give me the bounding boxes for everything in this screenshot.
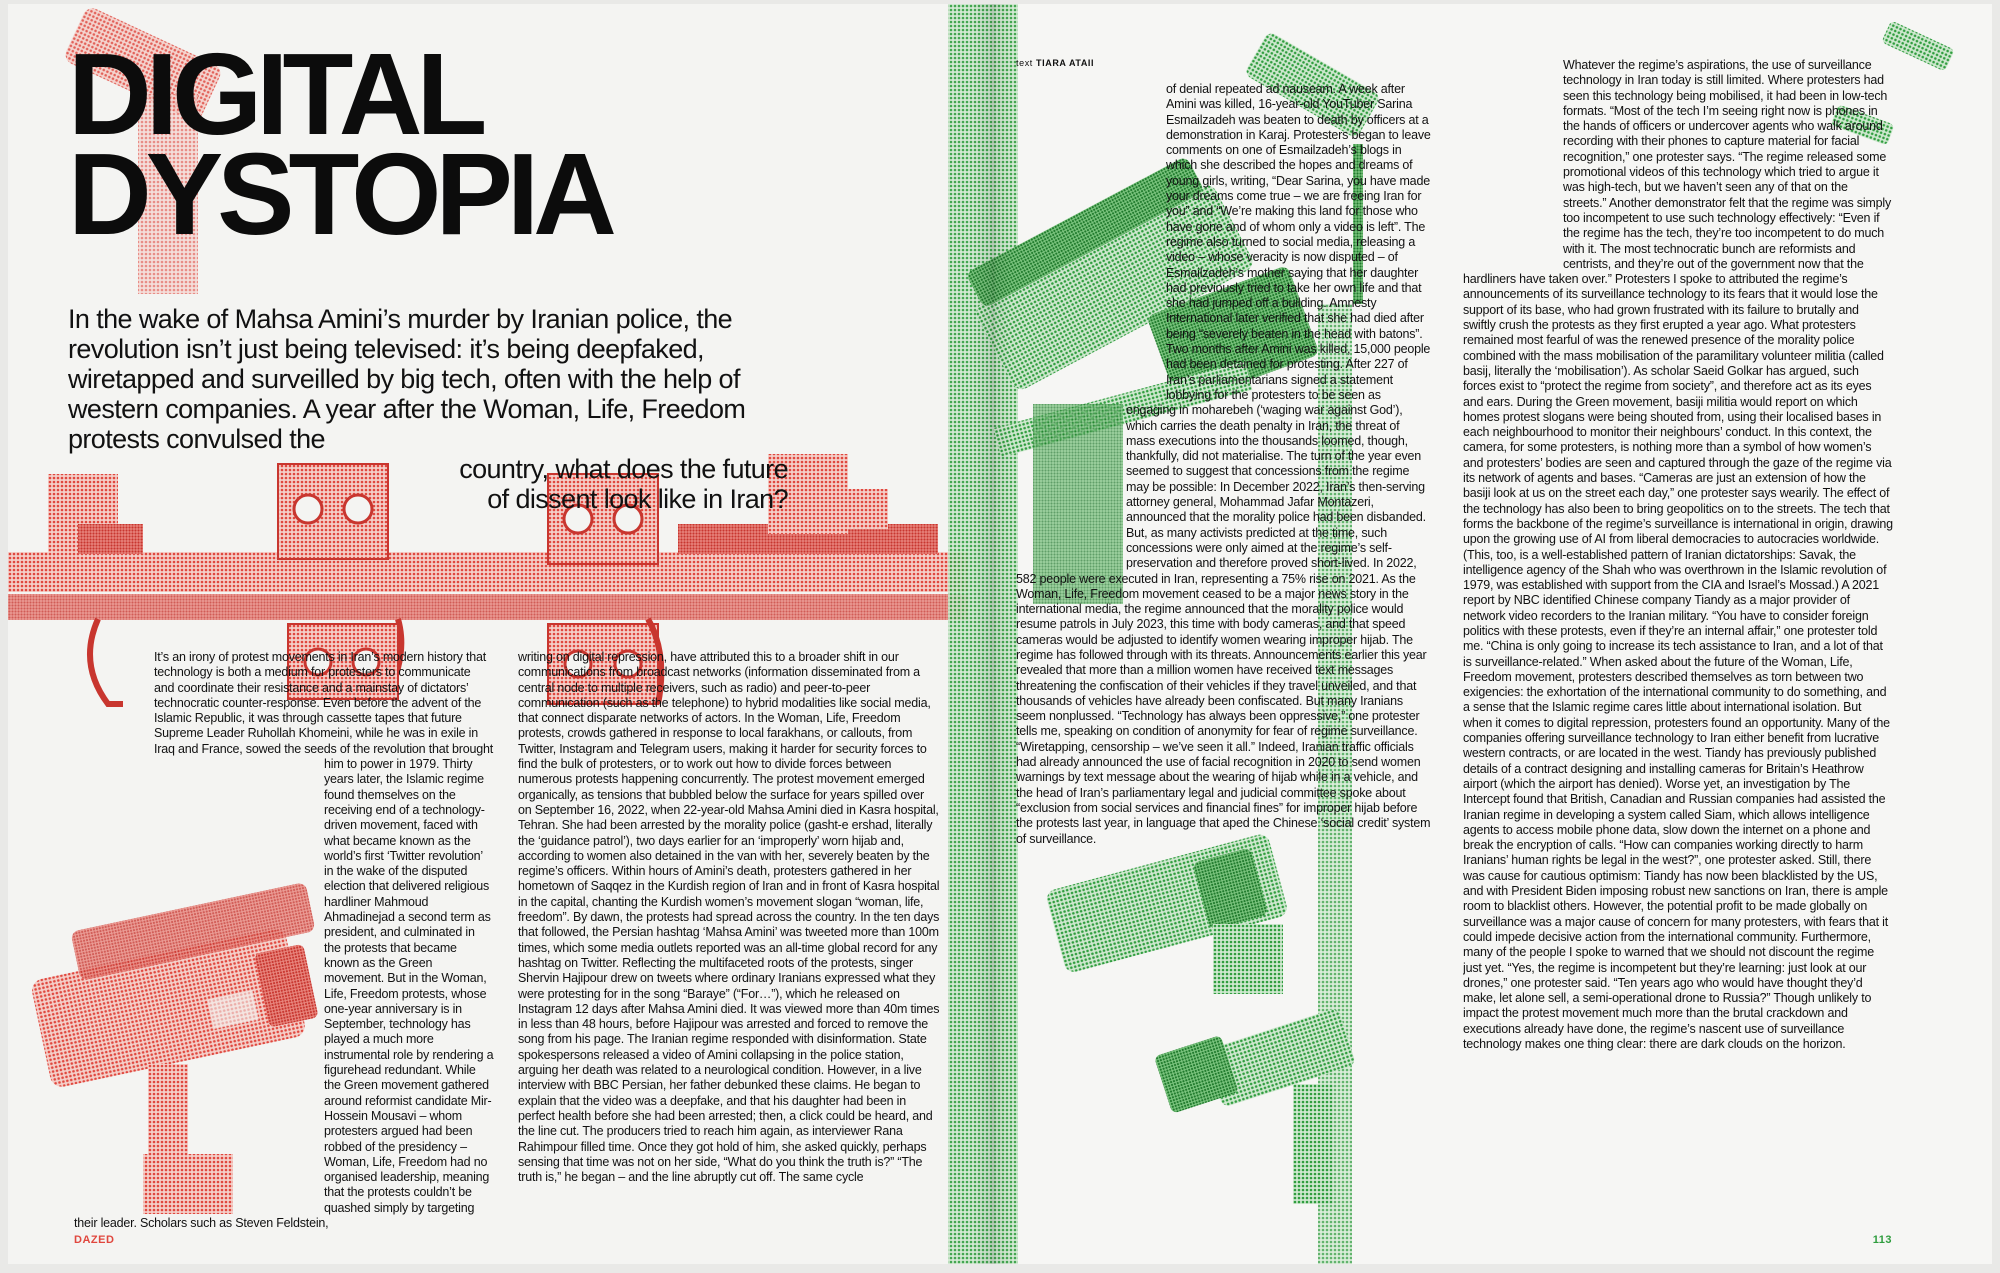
headline-line1: DIGITAL (68, 29, 482, 159)
headline (68, 29, 611, 259)
body-column-1-text: It’s an irony of protest movements in Iran’s modern history that technology is both a medium for protesters to communicate and coordinate their resistance and a mainstay of dictators’ technocratic counter-response. Even before the advent of the Islamic Republic, it was through cassette tapes that future Supreme Leader Ruhollah Khomeini, while he was in exile in Iraq and France, sowed the seeds of the revolution that brought him to power in 1979. Thirty years later, the Islamic regime found themselves on the receiving end of a technology-driven movement, faced with what became known as the world’s first ‘Twitter revolution’ in the wake of the disputed election that delivered religious hardliner Mahmoud Ahmadinejad a second term as president, and culminated in the protests that became known as the Green movement. But in the Woman, Life, Freedom protests, whose one-year anniversary is in September, technology has played a much more instrumental role by rendering a figurehead redundant. While the Green movement gathered around reformist candidate Mir-Hossein Mousavi – whom protesters argued had been robbed of the presidency – Woman, Life, Freedom had no organised leadership, meaning that the protests couldn’t be quashed simply by targeting their leader. Scholars such as Steven Feldstein, (74, 650, 494, 1230)
left-page (8, 4, 993, 1264)
body-column-4-text: Whatever the regime’s aspirations, the use of surveillance technology in Iran today is still limited. Where protesters had seen this technology being mobilised, it had been in low-tech formats. “Most of the tech I’m seeing right now is phones in the hands of officers or undercover agents who walk around recording with their phones to capture material for facial recognition,” one protester says. “The regime released some promotional videos of this technology which tried to argue it was high-tech, but we haven’t seen any of that on the streets.” Another demonstrator felt that the regime was simply too incompetent to use such technology effectively: “Even if the regime has the tech, they’re too incompetent to do much with it. The most technocratic bunch are reformists and centrists, and they’re out of the government now that the hardliners have taken over.” Protesters I spoke to attributed the regime’s announcements of its surveillance technology to its fears that it would lose the support of its base, who had grown frustrated with its failure to brutally and swiftly crush the protests as they first erupted a year ago. What protesters remained most fearful of was the renewed presence of the morality police combined with the mass mobilisation of the paramilitary volunteer militia (called basij, literally the ‘mobilisation’). As scholar Saeid Golkar has argued, such forces exist to “protect the regime from society”, and therefore act as its eyes and ears. During the Green movement, basiji militia would report on which homes protest slogans were being shouted from, using their localised bases in each neighbourhood to monitor their neighbours’ conduct. In this context, the camera, for some protesters, is nothing more than a symbol of how women’s and protesters’ bodies are seen and captured through the gaze of the regime via its network of agents and bases. “Cameras are just an extension of how the basiji look at us on the street each day,” one protester says wearily. The effect of the technology has also been to bring geopolitics on to the streets. The tech that forms the backbone of the regime’s surveillance is international in origin, drawing upon the growing use of AI from liberal democracies to autocracies worldwide. (This, too, is a well-established pattern of Iranian dictatorships: Savak, the intelligence agency of the Shah who was overthrown in the Islamic revolution of 1979, was established with support from the CIA and Israel’s Mossad.) A 2021 report by NBC identified Chinese company Tiandy as a major provider of network video recorders to the Iranian military. “You have to consider foreign politics with these protests, even if they’re an internal affair,” one protester told me. “China is only going to increase its tech assistance to Iran, and a lot of that is surveillance-related.” When asked about the future of the Woman, Life, Freedom movement, protesters described themselves as torn between two exigencies: the exhortation of the international community to do something, and a sense that the Islamic regime cares little about international isolation. But when it comes to digital repression, protesters found an opportunity. Many of the companies offering surveillance technology to Iran either benefit from lucrative western contracts, or are located in the west. Tiandy has previously published details of a contract designing and installing cameras for Britain’s Heathrow airport (which the airport has denied). Worse yet, an investigation by The Intercept found that British, Canadian and Russian companies had assisted the Iranian regime in developing a system called Siam, which allows intelligence agents to access mobile phone data, slow down the internet on a phone and break the encryption of calls. “How can companies working directly to harm Iranians’ human rights be legal in the west?”, one protester asked. Still, there was cause for cautious optimism: Tiandy has now been blacklisted by the US, and with President Biden imposing robust new sanctions on Iran, there is ample room to blacklist others. However, the potential profit to be made globally on surveillance was a major cause of concern for many protesters, with fears that it could impede decisive action from the international community. Furthermore, many of the people I spoke to warned that we should not discount the regime just yet. “Yes, the regime is incompetent but they’re learning: just look at our drones,” one protester said. “Ten years ago who would have thought they’d make, let alone sell, a semi-operational drone to Russia?” Though unlikely to impact the protest movement much more than the brutal crackdown and executions already have done, the regime’s nascent use of surveillance technology makes one thing clear: there are dark clouds on the horizon. (1463, 58, 1893, 1051)
body-column-2 (518, 650, 940, 1246)
magazine-spread (8, 4, 1992, 1264)
spine-gutter (973, 4, 1013, 1264)
body-column-2-text: writing on digital repression, have attributed this to a broader shift in our communications from broadcast networks (information disseminated from a central node to multiple receivers, such as radio) and peer-to-peer communication (such as the telephone) to hybrid modalities like social media, that connect disparate networks of actors. In the Woman, Life, Freedom protests, crowds gathered in response to local farakhans, or callouts, from Twitter, Instagram and Telegram users, making it harder for security forces to find the bulk of protesters, or to work out how to divide forces between numerous protests happening concurrently. The protest movement emerged organically, as tensions that bubbled below the surface for years spilled over on September 16, 2022, when 22-year-old Mahsa Amini died in Kasra hospital, Tehran. She had been arrested by the morality police (gasht-e ershad, literally the ‘guidance patrol’), two days earlier for an ‘improperly’ worn hijab and, according to women also detained in the van with her, severely beaten by the regime’s officers. Within hours of Amini’s death, protesters gathered in her hometown of Saqqez in the Kurdish region of Iran and in front of Kasra hospital in the capital, chanting the Kurdish women’s movement slogan “woman, life, freedom”. By dawn, the protests had spread across the country. In the ten days that followed, the Persian hashtag ‘Mahsa Amini’ was tweeted more than 100m times, which some media outlets reported was an all-time global record for any hashtag on Twitter. Reflecting the multifaceted roots of the protests, singer Shervin Hajipour drew on tweets where ordinary Iranians expressed what they were protesting for in the song “Baraye” (“For…”), which he released on Instagram 12 days after Mahsa Amini died. It was viewed more than 40m times in less than 48 hours, before Hajipour was arrested and forced to remove the song from his page. The Iranian regime responded with disinformation. State spokespersons released a video of Amini collapsing in the police station, arguing her death was related to a neurological condition. However, in a live interview with BBC Persian, her father debunked these claims. He began to explain that the video was a deepfake, and that his daughter had been in perfect health before she had been arrested; then, a click could be heard, and the line cut. The producers tried to reach him again, as interviewer Rana Rahimpour filled time. Once they got hold of him, she asked quickly, perhaps sensing that time was not on her side, “What do you think the truth is?” “The truth is,” he began – and the line abruptly cut off. The same cycle (518, 650, 940, 1185)
standfirst-text: In the wake of Mahsa Amini’s murder by Iranian police, the revolution isn’t just being televised: it’s being deepfaked, wiretapped and surveilled by big tech, often with the help of western companies. A year after the Woman, Life, Freedom protests convulsed the (68, 304, 746, 454)
folio-right: 113 (1872, 1234, 1892, 1246)
body-column-3-text: of denial repeated ad nauseam. A week after Amini was killed, 16-year-old YouTuber Sarina Esmailzadeh was beaten to death by officers at a demonstration in Karaj. Protesters began to leave comments on one of Esmailzadeh’s blogs in which she described the hopes and dreams of young girls, writing, “Dear Sarina, you have made your dreams come true – we are freeing Iran for you” and “We’re making this land for those who have gone and of whom only a video is left”. The regime also turned to social media, releasing a video – whose veracity is now disputed – of Esmailzadeh’s mother saying that her daughter had previously tried to take her own life and that she had jumped off a building. Amnesty International later verified that she had died after being “severely beaten in the head with batons”. Two months after Amini was killed, 15,000 people had been detained for protesting. After 227 of Iran’s parliamentarians signed a statement lobbying for the protesters to be seen as engaging in moharebeh (‘waging war against God’), which carries the death penalty in Iran, the threat of mass executions into the thousands loomed, though, thankfully, did not materialise. The turn of the year even seemed to suggest that concessions from the regime may be possible: In December 2022, Iran’s then-serving attorney general, Mohammad Jafar Montazeri, announced that the morality police had been disbanded. But, as many activists predicted at the time, such concessions were only aimed at the regime’s self-preservation and therefore proved short-lived. In 2022, 582 people were executed in Iran, representing a 75% rise on 2021. As the Woman, Life, Freedom movement ceased to be a major news story in the international media, the regime announced that the morality police would resume patrols in July 2023, this time with body cameras, and that speed cameras would be adjusted to identify women wearing improper hijab. The regime has followed through with its threats. Announcements earlier this year revealed that more than a million women have received text messages threatening the confiscation of their vehicles if they travel unveiled, and that thousands of vehicles have already been confiscated. But many Iranians seem nonplussed. “Technology has always been oppressive,” one protester tells me, speaking on condition of anonymity for fear of regime surveillance. “Wiretapping, censorship – we’ve seen it all.” Indeed, Iranian traffic officials had already announced the use of facial recognition in 2020 to send women warnings by text message about the wearing of hijab while in a vehicle, and the head of Iran’s parliamentary legal and judicial committee spoke about “exclusion from social services and financial fines” for improper hijab before the protests last year, in language that aped the Chinese ‘social credit’ system of surveillance. (1016, 82, 1431, 846)
byline (1016, 58, 1094, 68)
standfirst-tail-2: of dissent look like in Iran? (487, 484, 788, 514)
folio-left: DAZED (74, 1234, 115, 1246)
standfirst (68, 304, 788, 514)
body-column-3 (1016, 82, 1431, 1097)
standfirst-tail-1: country, what does the future (459, 454, 788, 484)
body-column-4 (1463, 58, 1893, 1194)
body-column-1 (74, 650, 494, 1246)
byline-label: text (1016, 58, 1033, 68)
headline-line2: DYSTOPIA (68, 129, 611, 259)
right-page (993, 4, 1992, 1264)
byline-author: TIARA ATAII (1036, 58, 1095, 68)
